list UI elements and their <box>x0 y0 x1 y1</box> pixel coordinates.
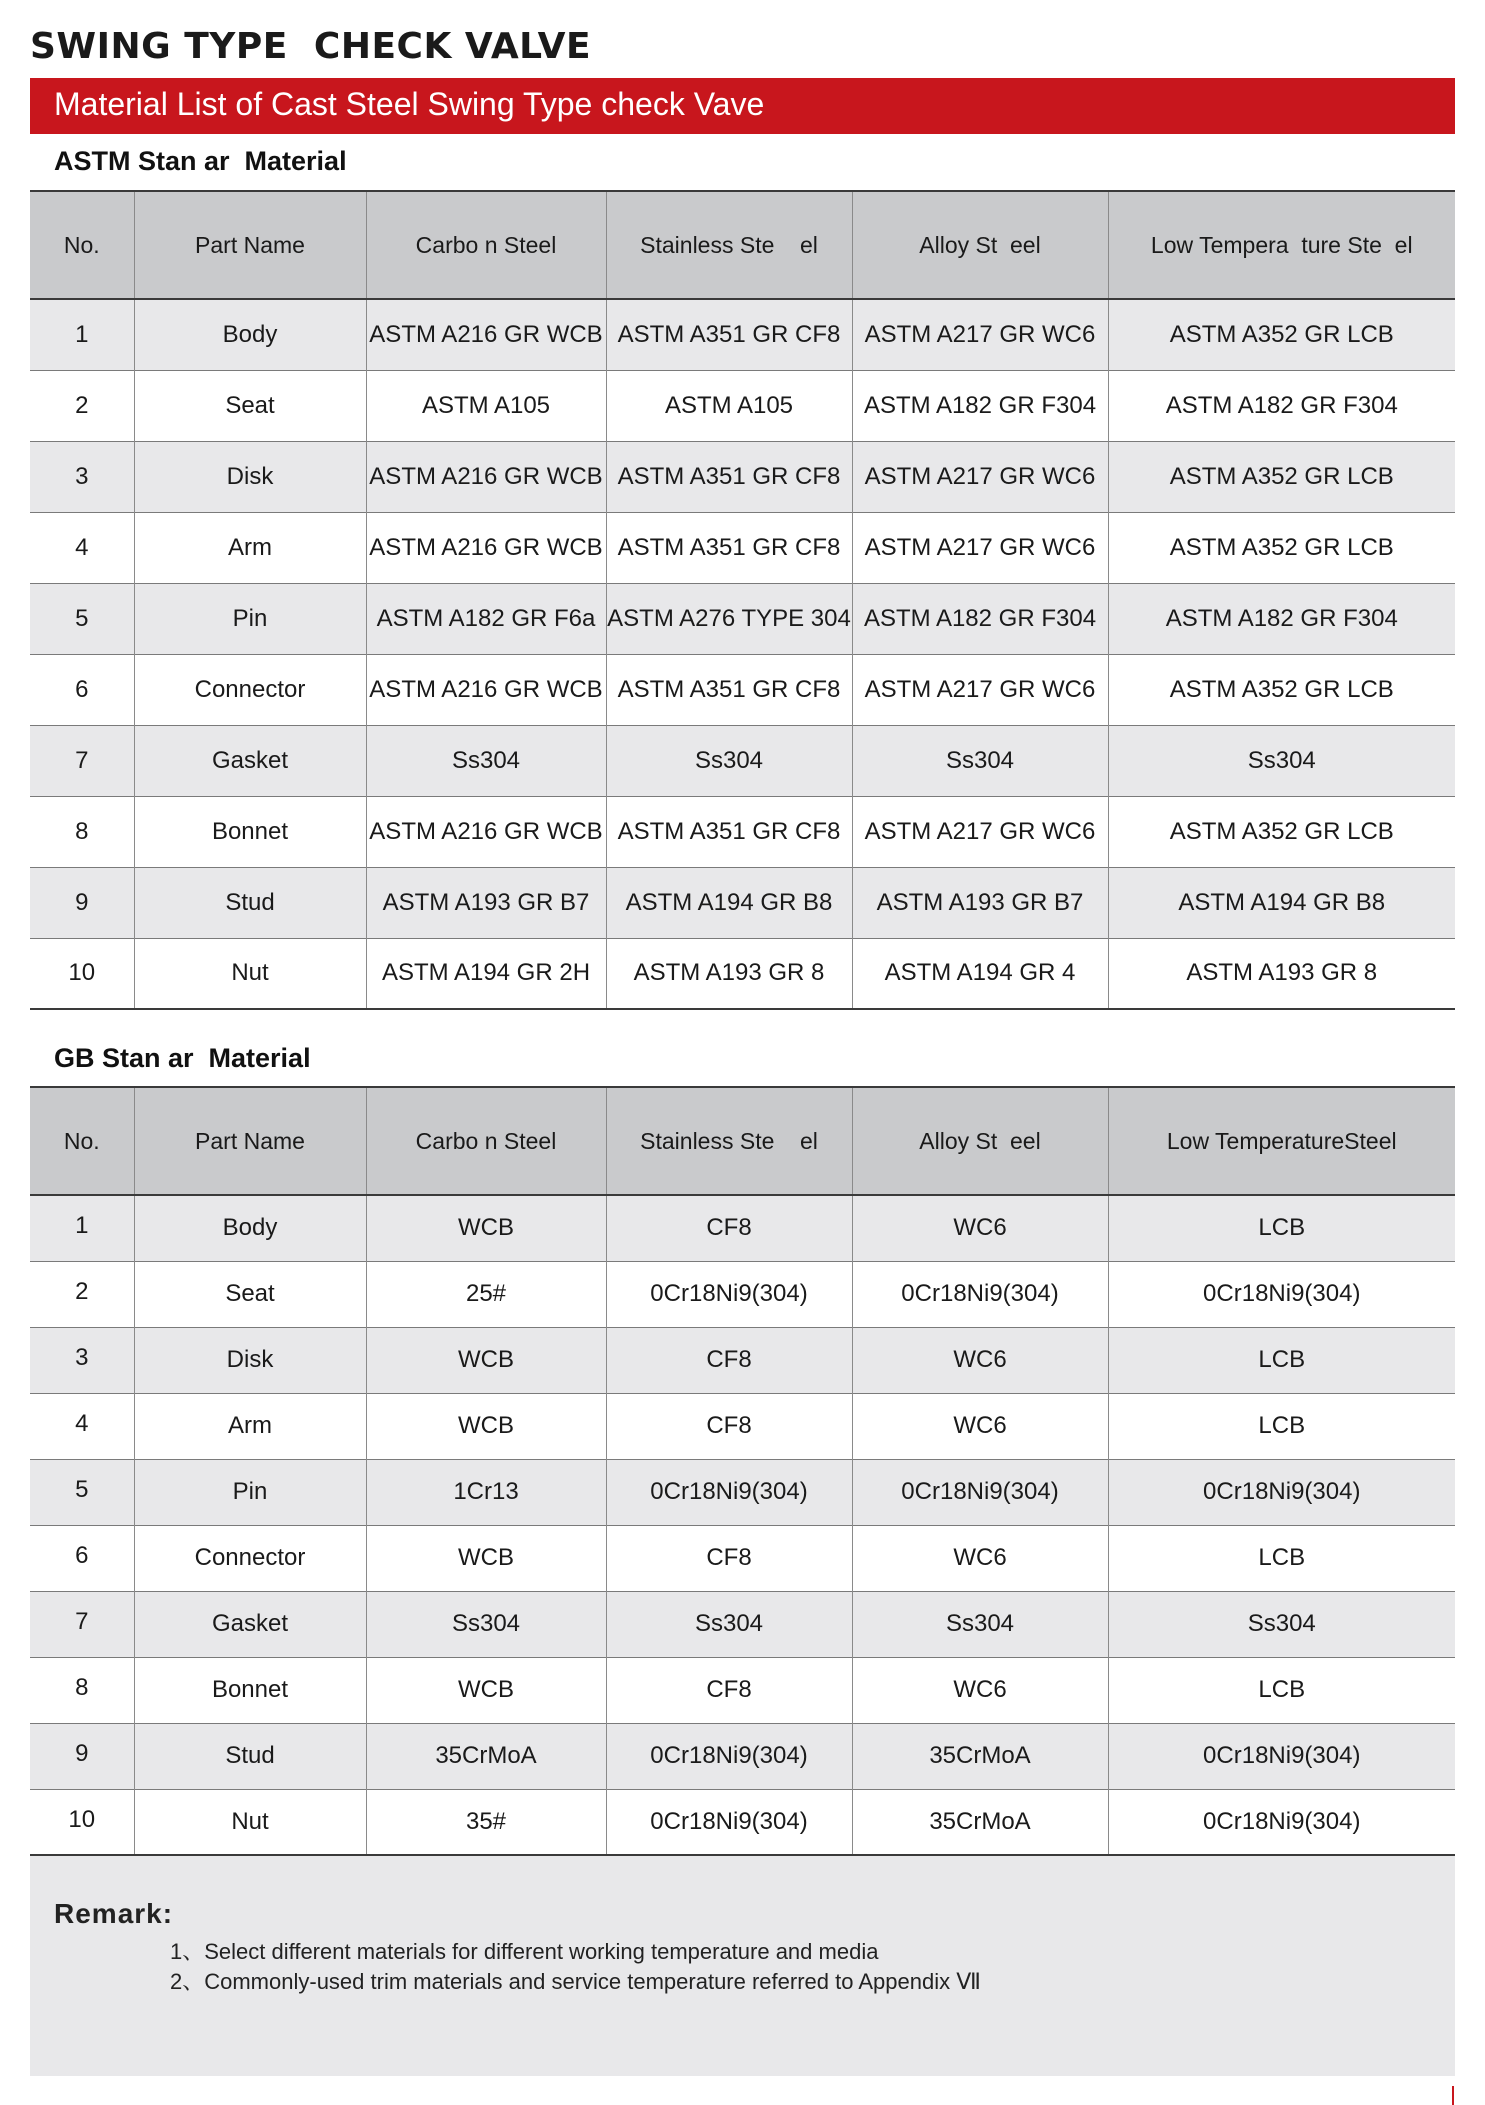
cell-alloy-steel: ASTM A217 GR WC6 <box>852 441 1108 512</box>
cell-carbon-steel: ASTM A193 GR B7 <box>366 867 606 938</box>
cell-part-name: Arm <box>134 1393 366 1459</box>
table-row <box>30 1723 1455 1789</box>
cell-part-name: Nut <box>134 1789 366 1855</box>
cell-low-temperature-steel: 0Cr18Ni9(304) <box>1108 1261 1455 1327</box>
cell-low-temperature-steel: LCB <box>1108 1657 1455 1723</box>
cell-alloy-steel: WC6 <box>852 1525 1108 1591</box>
cell-carbon-steel: 35# <box>366 1789 606 1855</box>
cell-no: 6 <box>75 1541 89 1569</box>
cell-low-temperature-steel: ASTM A352 GR LCB <box>1108 299 1455 370</box>
cell-part-name: Bonnet <box>134 796 366 867</box>
cell-stainless-steel: ASTM A351 GR CF8 <box>606 512 852 583</box>
cell-stainless-steel: ASTM A351 GR CF8 <box>606 299 852 370</box>
cell-carbon-steel: ASTM A216 GR WCB <box>366 796 606 867</box>
cell-alloy-steel: WC6 <box>852 1657 1108 1723</box>
header-part-name: Part Name <box>134 191 366 299</box>
cell-stainless-steel: ASTM A351 GR CF8 <box>606 796 852 867</box>
cell-low-temperature-steel: ASTM A352 GR LCB <box>1108 654 1455 725</box>
cell-alloy-steel: 0Cr18Ni9(304) <box>852 1261 1108 1327</box>
table-row <box>30 1393 1455 1459</box>
cell-stainless-steel: Ss304 <box>606 725 852 796</box>
cell-carbon-steel: Ss304 <box>366 1591 606 1657</box>
header-carbon-steel: Carbo n Steel <box>366 191 606 299</box>
cell-part-name: Seat <box>134 370 366 441</box>
cell-alloy-steel: WC6 <box>852 1195 1108 1261</box>
cell-no: 3 <box>75 1343 89 1371</box>
cell-carbon-steel: 25# <box>366 1261 606 1327</box>
cell-no: 2 <box>75 391 89 419</box>
gb-material-table <box>30 1086 1455 1856</box>
cell-alloy-steel: 35CrMoA <box>852 1789 1108 1855</box>
table-row <box>30 441 1455 512</box>
cell-alloy-steel: 35CrMoA <box>852 1723 1108 1789</box>
cell-part-name: Disk <box>134 1327 366 1393</box>
cell-no: 7 <box>75 1607 89 1635</box>
cell-no: 8 <box>75 817 89 845</box>
cell-alloy-steel: ASTM A193 GR B7 <box>852 867 1108 938</box>
cell-carbon-steel: 35CrMoA <box>366 1723 606 1789</box>
cell-carbon-steel: ASTM A105 <box>366 370 606 441</box>
page-title: SWING TYPE CHECK VALVE <box>30 26 592 67</box>
table-row <box>30 299 1455 370</box>
table-row <box>30 512 1455 583</box>
cell-carbon-steel: ASTM A216 GR WCB <box>366 441 606 512</box>
cell-carbon-steel: ASTM A194 GR 2H <box>366 938 606 1009</box>
cell-no: 9 <box>75 888 89 916</box>
cell-carbon-steel: ASTM A216 GR WCB <box>366 654 606 725</box>
table-row <box>30 1525 1455 1591</box>
table-row <box>30 1261 1455 1327</box>
banner-title: Material List of Cast Steel Swing Type check Vave <box>54 86 765 122</box>
cell-part-name: Bonnet <box>134 1657 366 1723</box>
cell-alloy-steel: ASTM A217 GR WC6 <box>852 796 1108 867</box>
header-alloy-steel: Alloy St eel <box>852 1087 1108 1195</box>
header-no: No. <box>30 1087 134 1195</box>
cell-alloy-steel: WC6 <box>852 1327 1108 1393</box>
cell-no: 9 <box>75 1739 89 1767</box>
cell-part-name: Stud <box>134 867 366 938</box>
cell-stainless-steel: CF8 <box>606 1657 852 1723</box>
cell-carbon-steel: ASTM A216 GR WCB <box>366 512 606 583</box>
header-stainless-steel: Stainless Ste el <box>606 1087 852 1195</box>
cell-stainless-steel: ASTM A351 GR CF8 <box>606 441 852 512</box>
cell-carbon-steel: WCB <box>366 1195 606 1261</box>
header-carbon-steel: Carbo n Steel <box>366 1087 606 1195</box>
cell-alloy-steel: WC6 <box>852 1393 1108 1459</box>
table-row <box>30 1327 1455 1393</box>
cell-alloy-steel: Ss304 <box>852 1591 1108 1657</box>
header-part-name: Part Name <box>134 1087 366 1195</box>
cell-part-name: Seat <box>134 1261 366 1327</box>
header-low-temperature-steel: Low TemperatureSteel <box>1108 1087 1455 1195</box>
header-no: No. <box>30 191 134 299</box>
cell-alloy-steel: ASTM A182 GR F304 <box>852 370 1108 441</box>
cell-low-temperature-steel: ASTM A352 GR LCB <box>1108 796 1455 867</box>
table-row <box>30 583 1455 654</box>
table-row <box>30 654 1455 725</box>
cell-carbon-steel: ASTM A216 GR WCB <box>366 299 606 370</box>
title-banner <box>30 78 1455 134</box>
cell-carbon-steel: 1Cr13 <box>366 1459 606 1525</box>
cell-low-temperature-steel: LCB <box>1108 1327 1455 1393</box>
cell-stainless-steel: 0Cr18Ni9(304) <box>606 1261 852 1327</box>
cell-stainless-steel: 0Cr18Ni9(304) <box>606 1789 852 1855</box>
cell-no: 8 <box>75 1673 89 1701</box>
table-row <box>30 796 1455 867</box>
cell-alloy-steel: ASTM A194 GR 4 <box>852 938 1108 1009</box>
cell-stainless-steel: 0Cr18Ni9(304) <box>606 1459 852 1525</box>
cell-stainless-steel: CF8 <box>606 1393 852 1459</box>
cell-no: 4 <box>75 533 89 561</box>
cell-stainless-steel: ASTM A276 TYPE 304 <box>606 583 852 654</box>
cell-low-temperature-steel: 0Cr18Ni9(304) <box>1108 1723 1455 1789</box>
cell-low-temperature-steel: LCB <box>1108 1393 1455 1459</box>
cell-low-temperature-steel: ASTM A352 GR LCB <box>1108 441 1455 512</box>
cell-no: 2 <box>75 1277 89 1305</box>
cell-alloy-steel: ASTM A217 GR WC6 <box>852 299 1108 370</box>
cell-carbon-steel: WCB <box>366 1525 606 1591</box>
cell-carbon-steel: WCB <box>366 1327 606 1393</box>
header-alloy-steel: Alloy St eel <box>852 191 1108 299</box>
cell-low-temperature-steel: Ss304 <box>1108 1591 1455 1657</box>
cell-low-temperature-steel: ASTM A182 GR F304 <box>1108 583 1455 654</box>
cell-part-name: Gasket <box>134 1591 366 1657</box>
table-row <box>30 1195 1455 1261</box>
cell-stainless-steel: ASTM A351 GR CF8 <box>606 654 852 725</box>
gb-section-title: GB Stan ar Material <box>54 1043 311 1073</box>
cell-part-name: Pin <box>134 583 366 654</box>
cell-alloy-steel: ASTM A217 GR WC6 <box>852 654 1108 725</box>
cell-no: 6 <box>75 675 89 703</box>
table-row <box>30 938 1455 1009</box>
remark-line-2: 2、Commonly-used trim materials and service temperature referred to Appendix Ⅶ <box>170 1969 981 1994</box>
cell-part-name: Connector <box>134 1525 366 1591</box>
cell-stainless-steel: ASTM A105 <box>606 370 852 441</box>
cell-alloy-steel: 0Cr18Ni9(304) <box>852 1459 1108 1525</box>
table-row <box>30 1591 1455 1657</box>
cell-part-name: Body <box>134 299 366 370</box>
cell-part-name: Arm <box>134 512 366 583</box>
cell-stainless-steel: CF8 <box>606 1195 852 1261</box>
cell-stainless-steel: CF8 <box>606 1525 852 1591</box>
cell-low-temperature-steel: 0Cr18Ni9(304) <box>1108 1459 1455 1525</box>
table-row <box>30 1459 1455 1525</box>
header-low-temperature-steel: Low Tempera ture Ste el <box>1108 191 1455 299</box>
cell-no: 5 <box>75 604 89 632</box>
cell-part-name: Connector <box>134 654 366 725</box>
cell-alloy-steel: Ss304 <box>852 725 1108 796</box>
cell-alloy-steel: ASTM A182 GR F304 <box>852 583 1108 654</box>
cell-no: 3 <box>75 462 89 490</box>
cell-no: 5 <box>75 1475 89 1503</box>
cell-carbon-steel: Ss304 <box>366 725 606 796</box>
remark-line-1: 1、Select different materials for different working temperature and media <box>170 1939 879 1964</box>
cell-low-temperature-steel: ASTM A194 GR B8 <box>1108 867 1455 938</box>
cell-low-temperature-steel: 0Cr18Ni9(304) <box>1108 1789 1455 1855</box>
cell-low-temperature-steel: LCB <box>1108 1195 1455 1261</box>
table-row <box>30 1789 1455 1855</box>
cell-no: 1 <box>75 1212 89 1239</box>
cell-carbon-steel: WCB <box>366 1393 606 1459</box>
remark-box <box>30 1856 1455 2076</box>
cell-alloy-steel: ASTM A217 GR WC6 <box>852 512 1108 583</box>
header-stainless-steel: Stainless Ste el <box>606 191 852 299</box>
table-row <box>30 867 1455 938</box>
page-edge-mark <box>1452 2086 1454 2105</box>
cell-low-temperature-steel: LCB <box>1108 1525 1455 1591</box>
table-header-row <box>30 1087 1455 1195</box>
remark-title: Remark: <box>54 1898 174 1929</box>
cell-low-temperature-steel: ASTM A352 GR LCB <box>1108 512 1455 583</box>
table-row <box>30 725 1455 796</box>
cell-stainless-steel: ASTM A194 GR B8 <box>606 867 852 938</box>
cell-stainless-steel: 0Cr18Ni9(304) <box>606 1723 852 1789</box>
cell-no: 4 <box>75 1409 89 1437</box>
cell-low-temperature-steel: ASTM A182 GR F304 <box>1108 370 1455 441</box>
cell-no: 1 <box>75 320 89 348</box>
table-row <box>30 1657 1455 1723</box>
cell-carbon-steel: WCB <box>366 1657 606 1723</box>
cell-no: 7 <box>75 746 89 774</box>
cell-part-name: Disk <box>134 441 366 512</box>
cell-no: 10 <box>68 959 96 987</box>
cell-part-name: Pin <box>134 1459 366 1525</box>
cell-no: 10 <box>68 1805 96 1833</box>
cell-low-temperature-steel: Ss304 <box>1108 725 1455 796</box>
cell-part-name: Body <box>134 1195 366 1261</box>
table-row <box>30 370 1455 441</box>
astm-material-table <box>30 190 1455 1010</box>
cell-stainless-steel: ASTM A193 GR 8 <box>606 938 852 1009</box>
cell-part-name: Gasket <box>134 725 366 796</box>
table-header-row <box>30 191 1455 299</box>
cell-low-temperature-steel: ASTM A193 GR 8 <box>1108 938 1455 1009</box>
cell-stainless-steel: Ss304 <box>606 1591 852 1657</box>
cell-carbon-steel: ASTM A182 GR F6a <box>366 583 606 654</box>
cell-part-name: Stud <box>134 1723 366 1789</box>
cell-stainless-steel: CF8 <box>606 1327 852 1393</box>
cell-part-name: Nut <box>134 938 366 1009</box>
astm-section-title: ASTM Stan ar Material <box>54 146 347 176</box>
